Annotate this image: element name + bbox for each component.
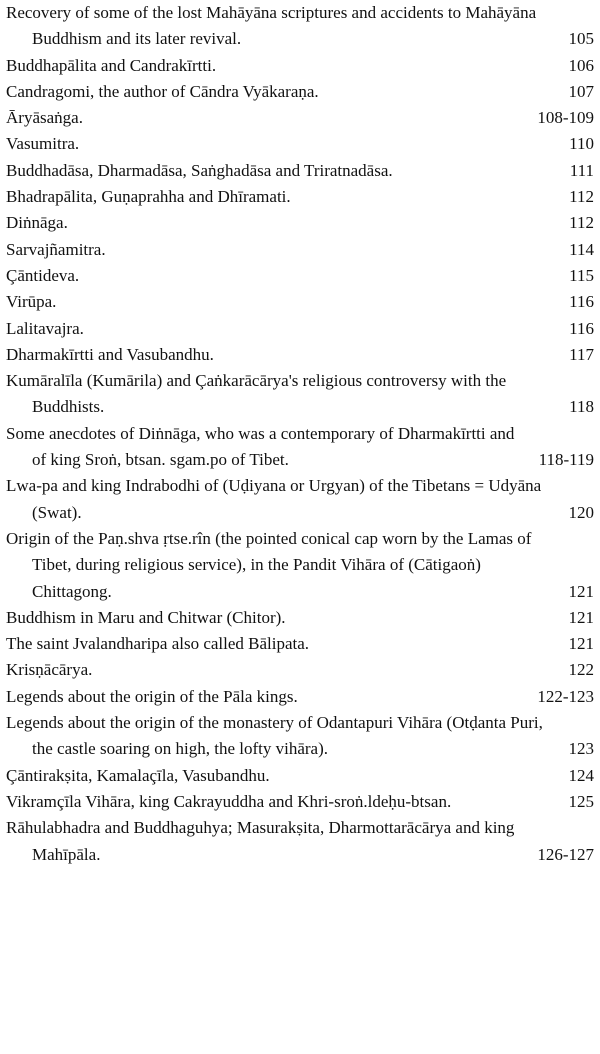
list-item — [6, 473, 594, 526]
entry-page-number: 115 — [569, 265, 594, 285]
entry-title: Vikramçīla Vihāra, king Cakrayuddha and Khri-sroṅ.ldeḥu-btsan. — [6, 791, 452, 811]
entry-page-number: 114 — [569, 239, 594, 259]
entry-page-number: 108-109 — [537, 108, 594, 128]
list-item — [6, 0, 594, 53]
entry-title: Virūpa. — [6, 292, 57, 312]
entry-title: Çāntirakṣita, Kamalaçīla, Vasubandhu. — [6, 765, 270, 785]
list-item — [6, 342, 594, 368]
entry-page-number: 116 — [569, 318, 594, 338]
entry-page-number: 106 — [568, 55, 594, 75]
entry-title: Bhadrapālita, Guṇaprahha and Dhīramati. — [6, 187, 291, 207]
entry-page-number: 120 — [568, 502, 594, 522]
list-item — [6, 421, 594, 474]
list-item — [6, 263, 594, 289]
list-item — [6, 289, 594, 315]
entry-title: Buddhism in Maru and Chitwar (Chitor). — [6, 607, 286, 627]
entry-page-number: 117 — [569, 344, 594, 364]
entry-title: Çāntideva. — [6, 265, 80, 285]
entry-page-number: 126-127 — [537, 844, 594, 864]
list-item — [6, 316, 594, 342]
list-item — [6, 184, 594, 210]
entry-page-number: 121 — [568, 634, 594, 654]
entry-page-number: 122-123 — [537, 686, 594, 706]
entry-title: Recovery of some of the lost Mahāyāna scriptures and accidents to Mahāyāna Buddhism and its later revival. — [6, 3, 537, 49]
entry-title: Buddhadāsa, Dharmadāsa, Saṅghadāsa and Triratnadāsa. — [6, 160, 393, 180]
list-item — [6, 526, 594, 605]
entry-title: Some anecdotes of Diṅnāga, who was a contemporary of Dharmakīrtti and of king Sroṅ, btsan. sgam.po of Tibet. — [6, 423, 515, 470]
entry-page-number: 118 — [569, 397, 594, 417]
entry-page-number: 123 — [568, 739, 594, 759]
entry-title: Kumāralīla (Kumārila) and Çaṅkarācārya's religious controversy with the Buddhists. — [6, 371, 507, 417]
list-item — [6, 158, 594, 184]
entry-title: Sarvajñamitra. — [6, 239, 106, 259]
entry-page-number: 112 — [569, 213, 594, 233]
list-item — [6, 789, 594, 815]
list-item — [6, 368, 594, 421]
list-item — [6, 105, 594, 131]
entry-title: Lalitavajra. — [6, 318, 84, 338]
entry-title: Vasumitra. — [6, 134, 80, 154]
entry-page-number: 121 — [568, 607, 594, 627]
list-item — [6, 210, 594, 236]
list-item — [6, 79, 594, 105]
list-item — [6, 131, 594, 157]
contents-list — [6, 0, 594, 868]
entry-page-number: 116 — [569, 292, 594, 312]
entry-page-number: 110 — [569, 134, 594, 154]
entry-page-number: 121 — [568, 581, 594, 601]
list-item — [6, 815, 594, 868]
list-item — [6, 53, 594, 79]
entry-title: Āryāsaṅga. — [6, 108, 83, 128]
entry-page-number: 112 — [569, 187, 594, 207]
entry-page-number: 124 — [568, 765, 594, 785]
entry-title: Candragomi, the author of Cāndra Vyākaraṇa. — [6, 81, 319, 101]
list-item — [6, 763, 594, 789]
list-item — [6, 605, 594, 631]
entry-title: Dharmakīrtti and Vasubandhu. — [6, 344, 214, 364]
entry-page-number: 107 — [568, 81, 594, 101]
list-item — [6, 684, 594, 710]
entry-page-number: 118-119 — [538, 450, 594, 470]
entry-title: Buddhapālita and Candrakīrtti. — [6, 55, 217, 75]
entry-page-number: 111 — [569, 160, 594, 180]
entry-title: The saint Jvalandharipa also called Bālipata. — [6, 634, 310, 654]
list-item — [6, 710, 594, 763]
entry-title: Legends about the origin of the monastery of Odantapuri Vihāra (Otḍanta Puri, the castle soaring on high, the lofty vihāra). — [6, 713, 543, 759]
list-item — [6, 631, 594, 657]
entry-title: Legends about the origin of the Pāla kings. — [6, 686, 298, 706]
entry-page-number: 125 — [568, 791, 594, 811]
entry-page-number: 122 — [568, 660, 594, 680]
entry-page-number: 105 — [568, 29, 594, 49]
entry-title: Lwa-pa and king Indrabodhi of (Uḍiyana or Urgyan) of the Tibetans = Udyāna (Swat). — [6, 476, 542, 522]
entry-title: Krisṇācārya. — [6, 660, 93, 680]
list-item — [6, 237, 594, 263]
entry-title: Rāhulabhadra and Buddhaguhya; Masurakṣita, Dharmottarācārya and king Mahīpāla. — [6, 818, 515, 864]
entry-title: Diṅnāga. — [6, 213, 68, 233]
entry-title: Origin of the Paṇ.shva ṛtse.rîn (the pointed conical cap worn by the Lamas of Tibet, during religious service), in the Pandit Vihāra of (Cātigaoṅ) Chittagong. — [6, 528, 532, 601]
list-item — [6, 657, 594, 683]
